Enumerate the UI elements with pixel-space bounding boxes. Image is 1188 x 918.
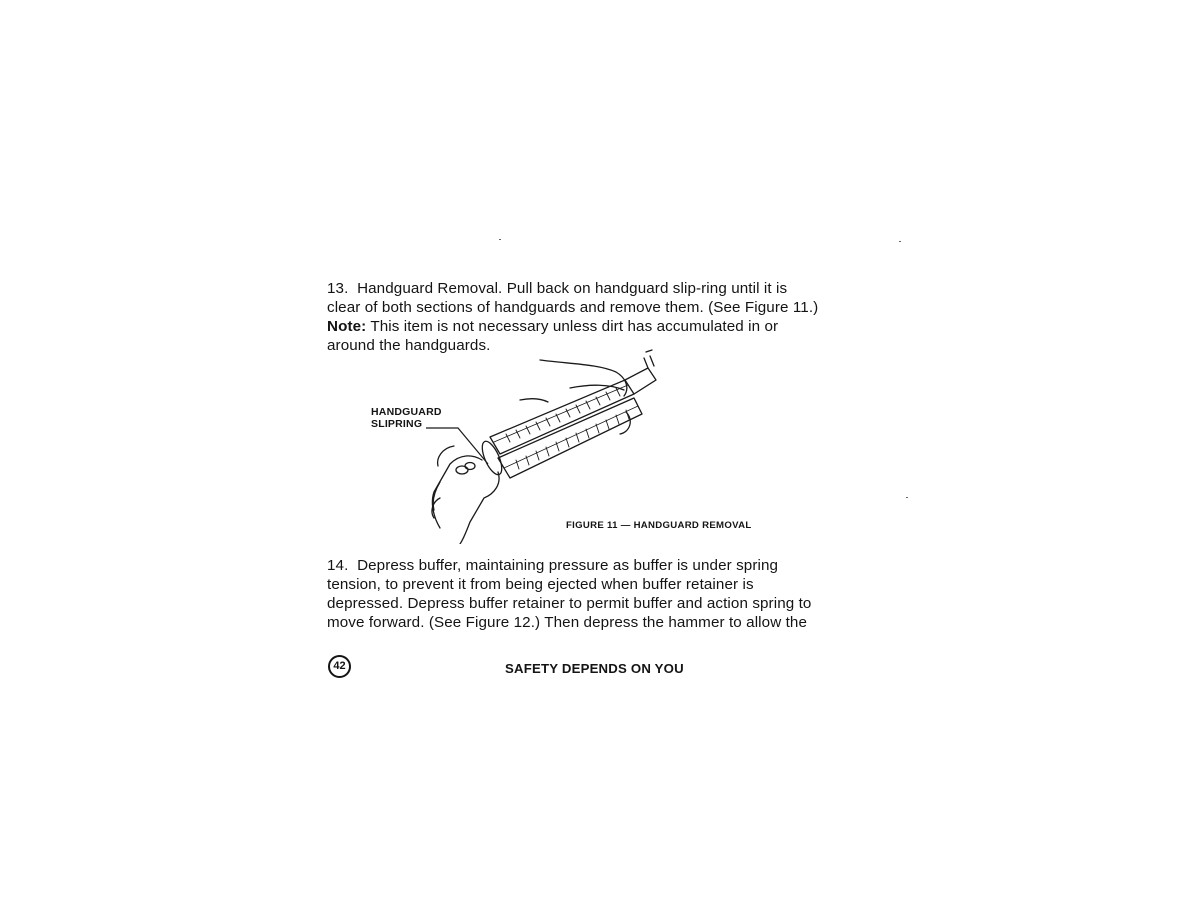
- step-14-line-1: Depress buffer, maintaining pressure as buffer is under spring: [357, 557, 779, 574]
- step-13-paragraph: [327, 279, 867, 317]
- step-14-number: 14.: [327, 557, 349, 574]
- note-line-2: around the handguards.: [327, 337, 491, 354]
- step-14-line-4: move forward. (See Figure 12.) Then depress the hammer to allow the: [327, 614, 807, 631]
- footer-title: SAFETY DEPENDS ON YOU: [505, 661, 684, 676]
- note-line-1: This item is not necessary unless dirt has accumulated in or: [366, 318, 779, 335]
- scan-speck: [906, 497, 908, 498]
- scan-speck: [499, 239, 501, 240]
- note-label: Note:: [327, 318, 367, 335]
- step-14-line-2: tension, to prevent it from being ejected when buffer retainer is: [327, 576, 754, 593]
- step-14-line-3: depressed. Depress buffer retainer to permit buffer and action spring to: [327, 595, 812, 612]
- callout-leader-line: [424, 420, 494, 470]
- callout-line-1: HANDGUARD: [371, 406, 442, 418]
- upper-handguard: [490, 380, 634, 454]
- step-13-line-1: Handguard Removal. Pull back on handguard slip-ring until it is: [357, 280, 788, 297]
- step-14-paragraph: [327, 556, 867, 632]
- scan-speck: [899, 241, 901, 242]
- step-13-line-2: clear of both sections of handguards and remove them. (See Figure 11.): [327, 299, 819, 316]
- callout-line-2: SLIPRING: [371, 418, 423, 430]
- step-13-number: 13.: [327, 280, 349, 297]
- figure-11-caption: FIGURE 11 — HANDGUARD REMOVAL: [566, 520, 752, 531]
- upper-hand: [540, 360, 627, 396]
- page-number-badge: 42: [328, 655, 351, 678]
